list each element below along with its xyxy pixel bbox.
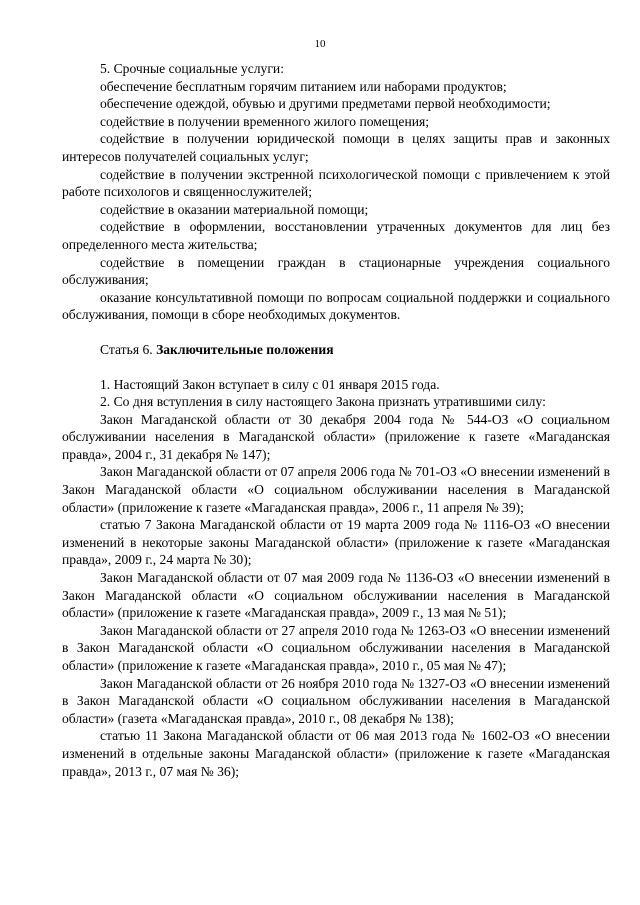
service-item: содействие в оказании материальной помощи;: [100, 201, 369, 217]
article-label: Статья 6.: [100, 341, 153, 357]
service-item: обеспечение одеждой, обувью и другими предметами первой необходимости;: [100, 96, 551, 112]
service-item: содействие в получении экстренной психологической помощи с привлечением к этой работе психологов и священнослужителей;: [62, 166, 610, 200]
spacer: [62, 359, 610, 376]
section-5-title: 5. Срочные социальные услуги:: [100, 61, 284, 76]
service-item: оказание консультативной помощи по вопросам социальной поддержки и социального обслуживания, помощи в сборе необходимых документов.: [62, 289, 610, 323]
service-item: обеспечение бесплатным горячим питанием или наборами продуктов;: [100, 78, 507, 94]
article-6-heading: [62, 341, 610, 359]
article-point-1: 1. Настоящий Закон вступает в силу с 01 января 2015 года.: [100, 376, 440, 392]
page-number: 10: [314, 38, 326, 50]
repealed-law-item: Закон Магаданской области от 07 мая 2009 года № 1136-ОЗ «О внесении изменений в Закон Магаданской области «О социальном обслуживании населения в Магаданской области» (приложение к газете «Магаданская правда», 2009 г., 13 мая № 51);: [62, 570, 610, 621]
service-item: содействие в помещении граждан в стационарные учреждения социального обслуживания;: [62, 254, 610, 288]
repealed-law-item: Закон Магаданской области от 30 декабря 2004 года № 544-ОЗ «О социальном обслуживании населения в Магаданской области» (приложение к газете «Магаданская правда», 2004 г., 31 декабря № 147);: [62, 411, 610, 462]
repealed-law-item: статью 7 Закона Магаданской области от 19 марта 2009 года № 1116-ОЗ «О внесении изменений в некоторые законы Магаданской области» (приложение к газете «Магаданская правда», 2009 г., 24 марта № 30);: [62, 517, 610, 568]
repealed-law-item: Закон Магаданской области от 07 апреля 2006 года № 701-ОЗ «О внесении изменений в Закон Магаданской области «О социальном обслуживании населения в Магаданской области» (приложение к газете «Магаданская правда», 2006 г., 11 апреля № 39);: [62, 464, 610, 515]
article-point-2: 2. Со дня вступления в силу настоящего Закона признать утратившими силу:: [100, 394, 546, 410]
repealed-law-item: Закон Магаданской области от 27 апреля 2010 года № 1263-ОЗ «О внесении изменений в Закон Магаданской области «О социальном обслуживании населения в Магаданской области» (приложение к газете «Магаданская правда», 2010 г., 05 мая № 47);: [62, 622, 610, 673]
document-body: [62, 60, 610, 780]
article-title: Заключительные положения: [156, 341, 334, 357]
repealed-law-item: статью 11 Закона Магаданской области от 06 мая 2013 года № 1602-ОЗ «О внесении изменений в отдельные законы Магаданской области» (приложение к газете «Магаданская правда», 2013 г., 07 мая № 36);: [62, 728, 610, 779]
spacer: [62, 324, 610, 341]
service-item: содействие в получении временного жилого помещения;: [100, 113, 430, 129]
repealed-law-item: Закон Магаданской области от 26 ноября 2010 года № 1327-ОЗ «О внесении изменений в Закон Магаданской области «О социальном обслуживании населения в Магаданской области» (газета «Магаданская правда», 2010 г., 08 декабря № 138);: [62, 675, 610, 726]
service-item: содействие в оформлении, восстановлении утраченных документов для лиц без определенного места жительства;: [62, 219, 610, 252]
service-item: содействие в получении юридической помощи в целях защиты прав и законных интересов получателей социальных услуг;: [62, 131, 610, 164]
